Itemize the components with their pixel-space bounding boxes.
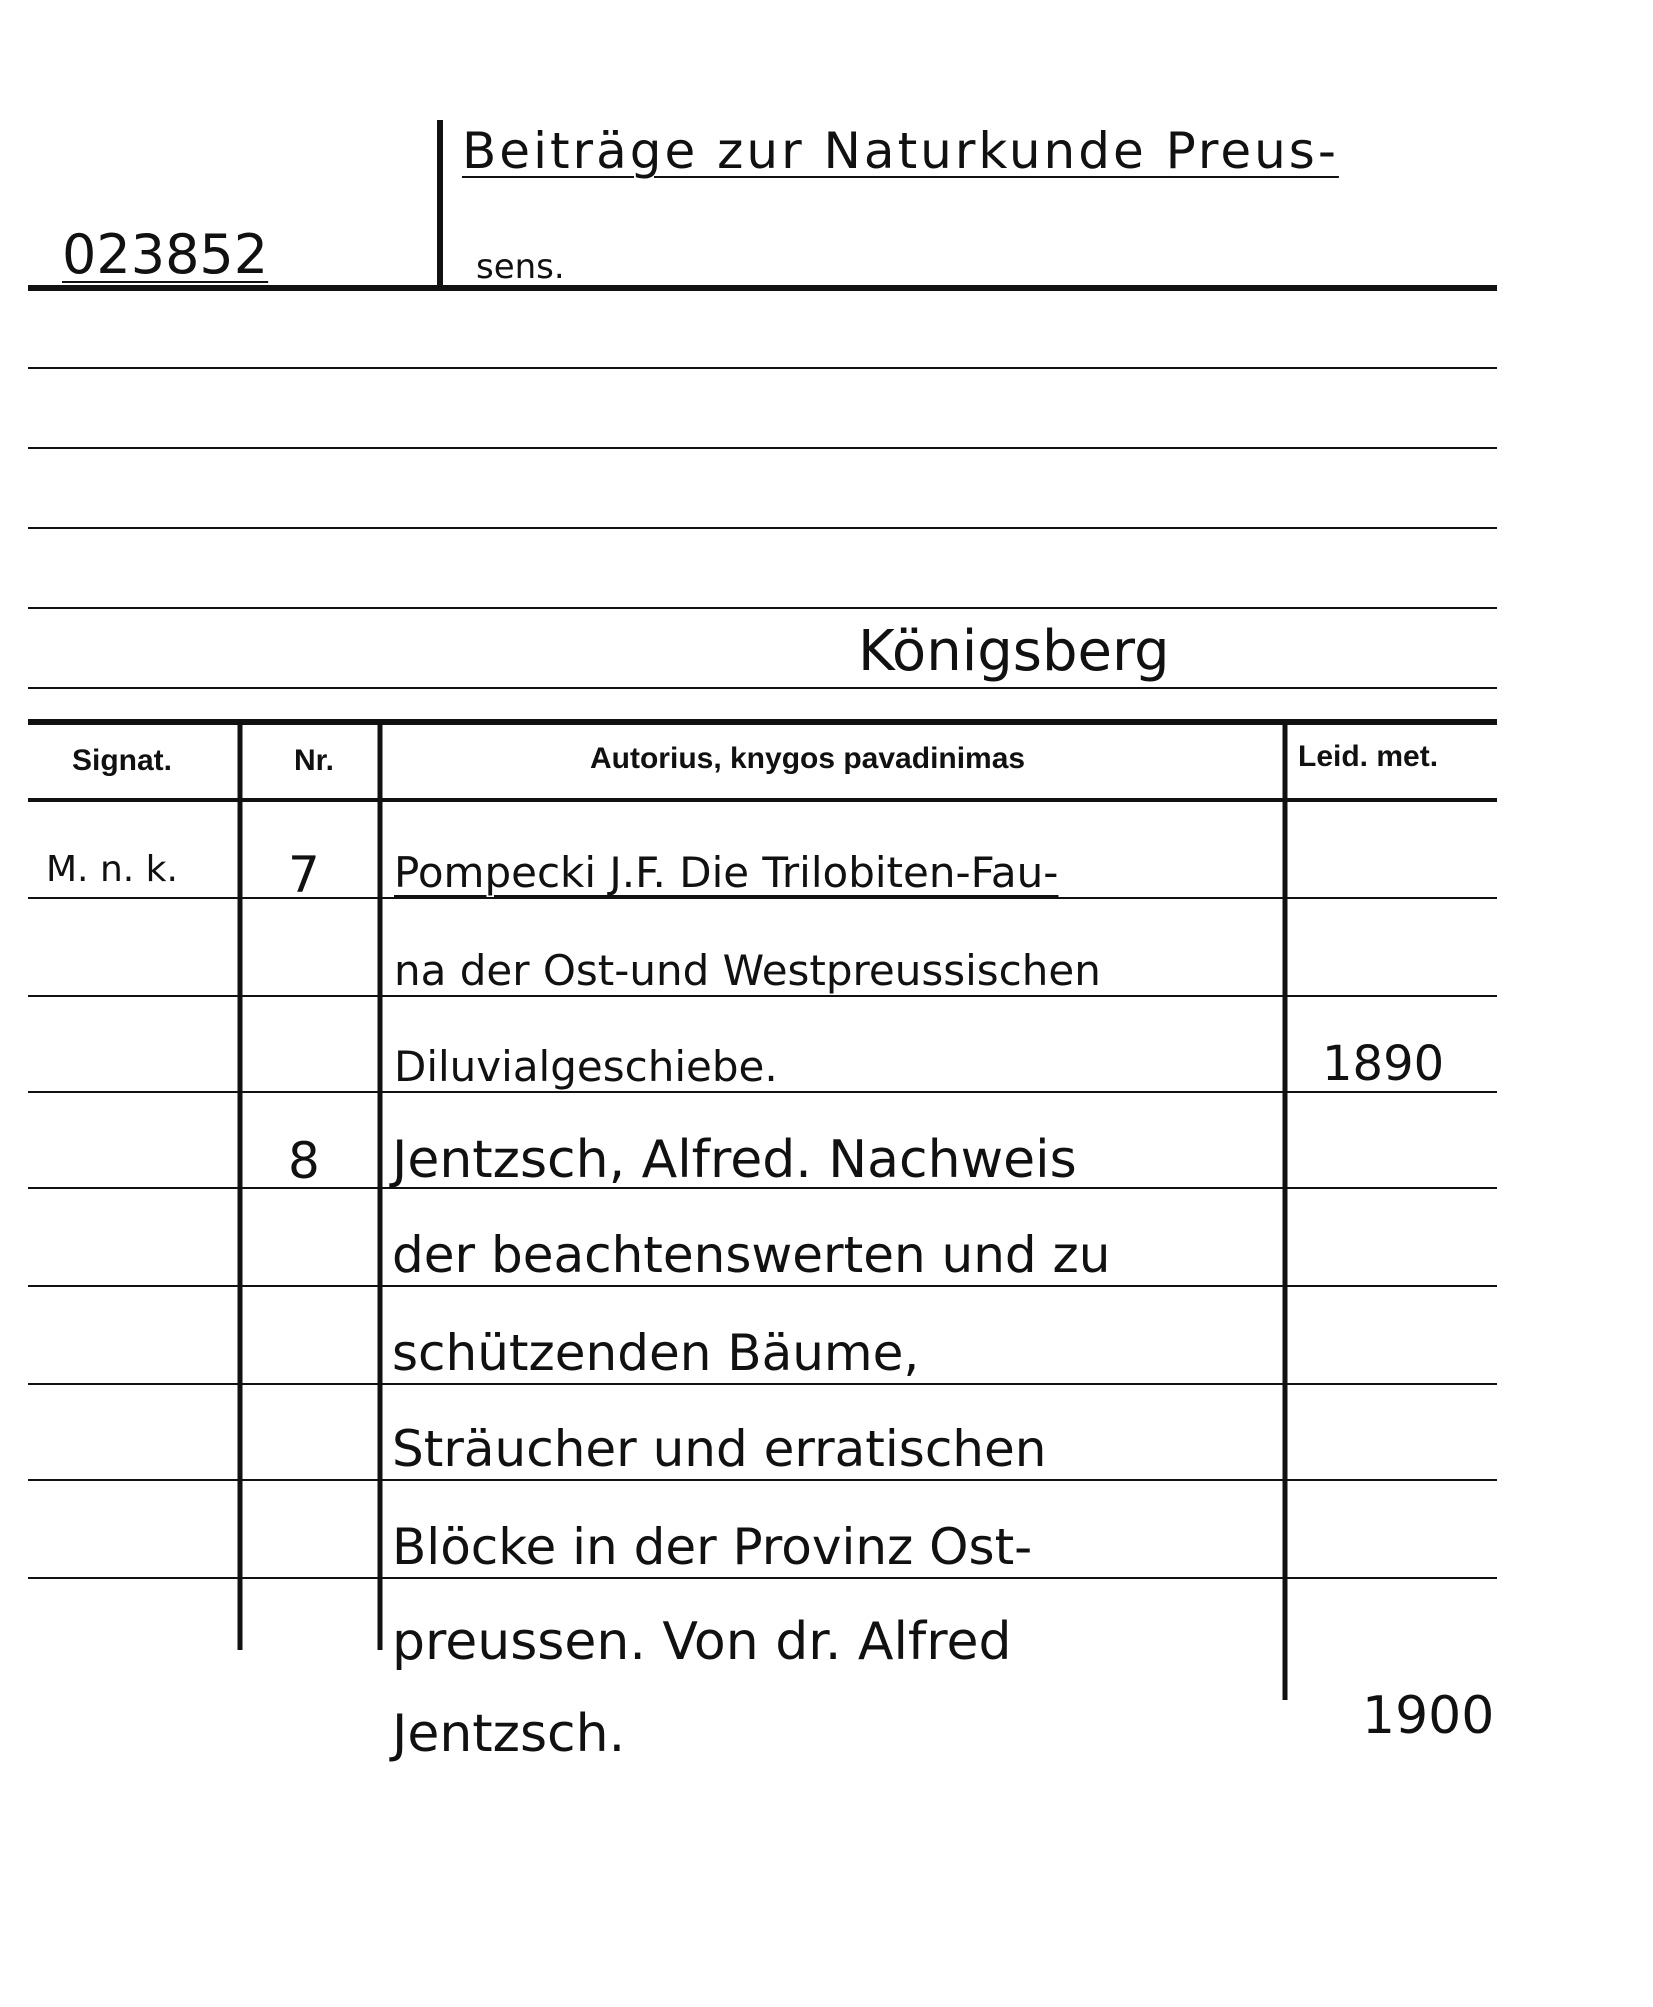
entry-text-line: Sträucher und erratischen [392, 1420, 1047, 1478]
entry-text-line: schützenden Bäume, [392, 1324, 920, 1382]
entry-text-line: na der Ost-und Westpreussischen [394, 946, 1101, 995]
entry-text-line: Pompecki J.F. Die Trilobiten-Fau- [394, 848, 1059, 897]
entry-text-line: Jentzsch. [392, 1704, 626, 1764]
title-line-1: Beiträge zur Naturkunde Preus- [462, 122, 1339, 180]
col-header-author-title: Autorius, knygos pavadinimas [590, 742, 1026, 775]
col-header-signat: Signat. [72, 744, 173, 777]
entry-text-line: der beachtenswerten und zu [392, 1226, 1111, 1284]
title-line-2: sens. [476, 247, 565, 287]
entry-number: 8 [288, 1132, 320, 1190]
entry-text-line: Diluvialgeschiebe. [394, 1042, 778, 1091]
entry-signature: M. n. k. [46, 849, 178, 890]
entry-number: 7 [288, 846, 320, 904]
entry-text-line: preussen. Von dr. Alfred [392, 1612, 1012, 1672]
entry-year: 1900 [1362, 1686, 1495, 1746]
card-number: 023852 [62, 223, 269, 286]
entry-year: 1890 [1322, 1036, 1445, 1092]
entry-text-line: Blöcke in der Provinz Ost- [392, 1518, 1033, 1576]
place: Königsberg [858, 619, 1170, 684]
entry-text-line: Jentzsch, Alfred. Nachweis [392, 1130, 1077, 1190]
col-header-nr: Nr. [294, 744, 335, 777]
col-header-year: Leid. met. [1298, 740, 1439, 773]
